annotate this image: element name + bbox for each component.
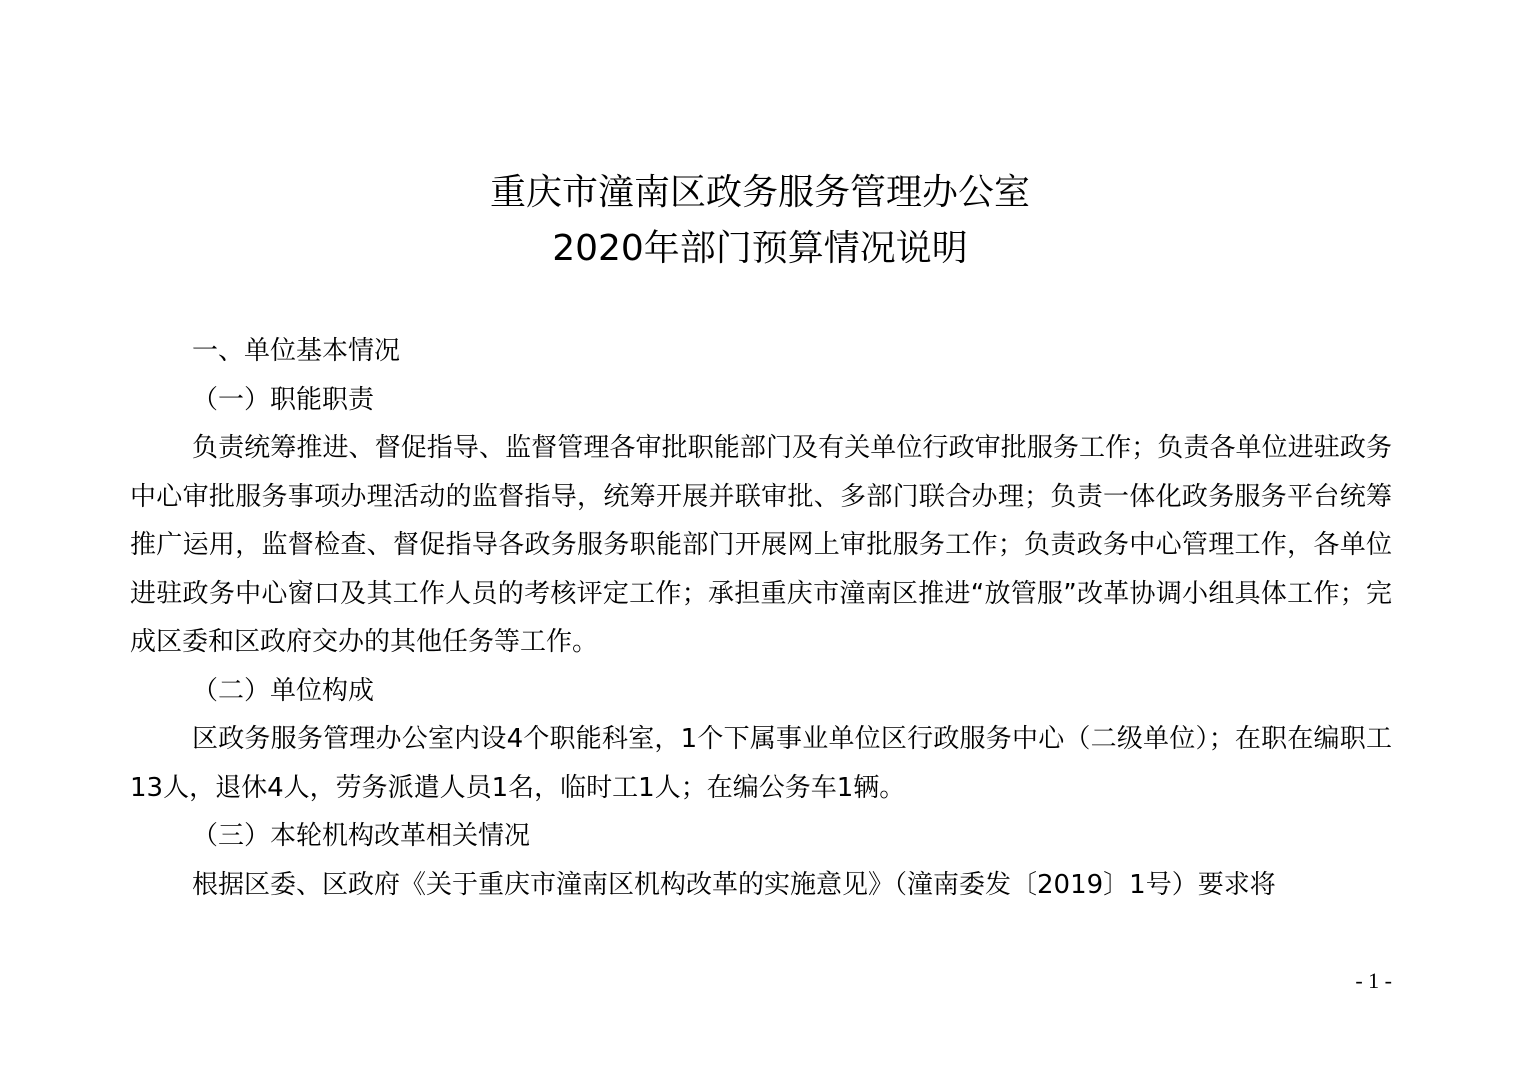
document-title-line1: 重庆市潼南区政务服务管理办公室	[489, 172, 1030, 213]
sub1-paragraph: 负责统筹推进、督促指导、监督管理各审批职能部门及有关单位行政审批服务工作；负责各单位进驻政务中心审批服务事项办理活动的监督指导，统筹开展并联审批、多部门联合办理；负责一体化政务服务平台统筹推广运用，监督检查、督促指导各政务服务职能部门开展网上审批服务工作；负责政务中心管理工作，各单位进驻政务中心窗口及其工作人员的考核评定工作；承担重庆市潼南区推进“放管服”改革协调小组具体工作；完成区委和区政府交办的其他任务等工作。	[130, 433, 1392, 657]
section1-heading: 一、单位基本情况	[192, 336, 401, 366]
sub2-heading: （二）单位构成	[192, 675, 375, 706]
sub1-heading: （一）职能职责	[192, 384, 375, 415]
sub3-heading: （三）本轮机构改革相关情况	[192, 821, 531, 851]
page-number: - 1 -	[1355, 968, 1392, 993]
sub2-paragraph: 区政务服务管理办公室内设4个职能科室，1个下属事业单位区行政服务中心（二级单位）；在职在编职工13人，退休4人，劳务派遣人员1名，临时工1人；在编公务车1辆。	[130, 724, 1392, 803]
sub3-paragraph: 根据区委、区政府《关于重庆市潼南区机构改革的实施意见》（潼南委发〔2019〕1号）要求将	[192, 869, 1276, 900]
document-title-line2: 2020年部门预算情况说明	[552, 228, 968, 269]
document-body	[130, 327, 1392, 909]
